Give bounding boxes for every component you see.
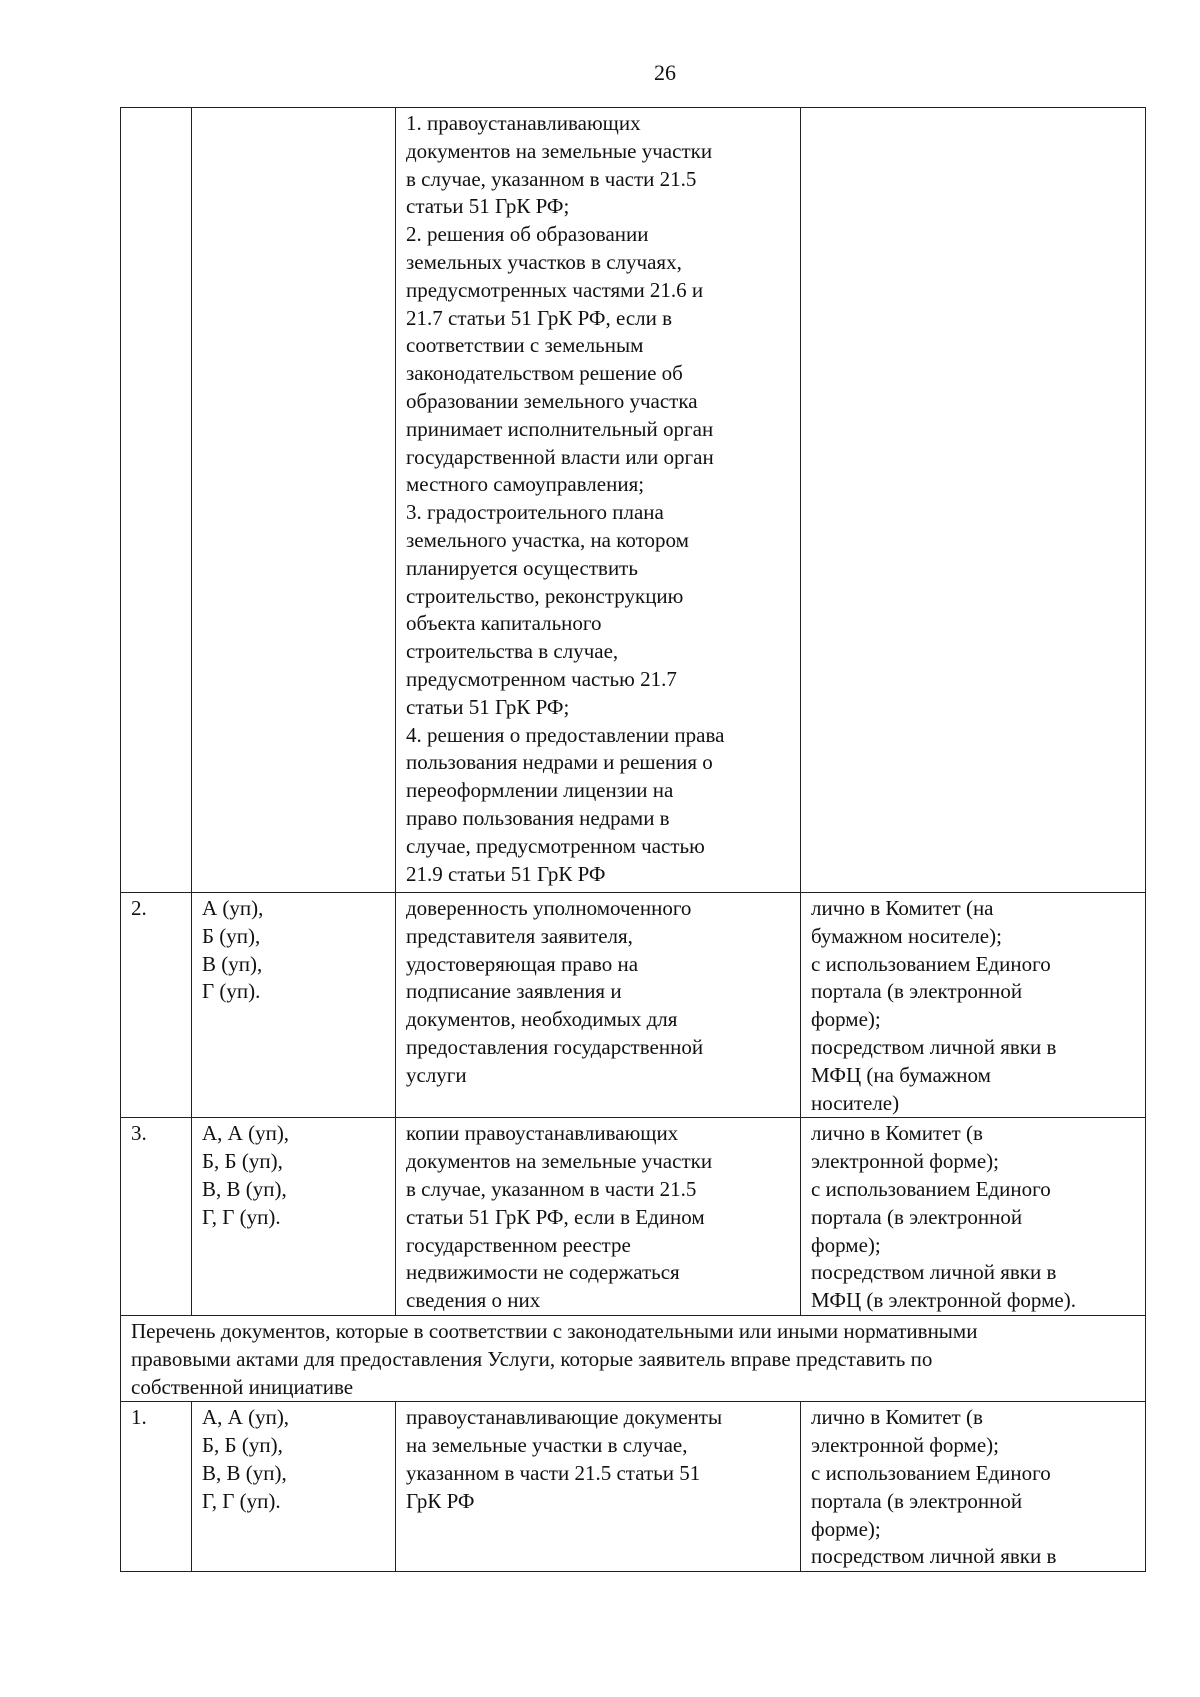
row-number-cell: 3.: [121, 1118, 192, 1316]
text-line: В (уп),: [202, 951, 263, 976]
documents-cell: [396, 893, 801, 1118]
text-line: строительство, реконструкцию: [406, 583, 684, 608]
text-line: государственном реестре: [406, 1232, 631, 1257]
text-line: 2. решения об образовании: [406, 222, 649, 247]
text-line: в случае, указанном в части 21.5: [406, 166, 697, 191]
text-line: 21.9 статьи 51 ГрК РФ: [406, 861, 606, 886]
text-line: А, А (уп),: [202, 1405, 290, 1430]
text-line: сведения о них: [406, 1288, 541, 1313]
text-line: электронной форме);: [811, 1149, 999, 1174]
text-line: портала (в электронной: [811, 1488, 1023, 1513]
text-line: местного самоуправления;: [406, 472, 645, 497]
section-header-row: [121, 1315, 1146, 1401]
text-line: А, А (уп),: [202, 1121, 290, 1146]
text-line: предоставления государственной: [406, 1034, 704, 1059]
table-row: [121, 1402, 1146, 1572]
submission-methods-cell: [801, 1118, 1146, 1316]
text-line: земельного участка, на котором: [406, 527, 689, 552]
section-header-cell: [121, 1315, 1146, 1401]
row-number-cell: [121, 108, 192, 893]
text-line: портала (в электронной: [811, 1204, 1023, 1229]
row-number-cell: 1.: [121, 1402, 192, 1572]
text-line: соответствии с земельным: [406, 333, 644, 358]
text-line: с использованием Единого: [811, 1176, 1051, 1201]
page-number: 26: [654, 60, 676, 85]
text-line: предусмотренном частью 21.7: [406, 666, 677, 691]
submission-methods-cell: [801, 1402, 1146, 1572]
submission-methods-cell: [801, 108, 1146, 893]
text-line: МФЦ (на бумажном: [811, 1062, 991, 1087]
table-row: [121, 1118, 1146, 1316]
text-line: лично в Комитет (в: [811, 1121, 983, 1146]
text-line: форме);: [811, 1007, 881, 1032]
text-line: электронной форме);: [811, 1433, 999, 1458]
documents-cell: [396, 1402, 801, 1572]
text-line: статьи 51 ГрК РФ;: [406, 694, 570, 719]
text-line: 3. градостроительного плана: [406, 500, 664, 525]
text-line: А (уп),: [202, 896, 264, 920]
text-line: В, В (уп),: [202, 1176, 287, 1201]
text-line: строительства в случае,: [406, 639, 619, 664]
text-line: Г, Г (уп).: [202, 1488, 281, 1513]
text-line: документов, необходимых для: [406, 1007, 678, 1032]
table-row: [121, 108, 1146, 893]
applicants-cell: [192, 108, 396, 893]
text-line: на земельные участки в случае,: [406, 1433, 688, 1458]
text-line: принимает исполнительный орган: [406, 416, 714, 441]
text-line: правовыми актами для предоставления Услуги, которые заявитель вправе представить по: [131, 1346, 933, 1371]
text-line: в случае, указанном в части 21.5: [406, 1176, 697, 1201]
documents-table: [120, 107, 1146, 1572]
text-line: подписание заявления и: [406, 979, 622, 1004]
text-line: лично в Комитет (на: [811, 896, 994, 920]
text-line: Б (уп),: [202, 923, 261, 948]
text-line: собственной инициативе: [131, 1374, 354, 1399]
text-line: случае, предусмотренном частью: [406, 833, 705, 858]
text-line: портала (в электронной: [811, 979, 1023, 1004]
text-line: Б, Б (уп),: [202, 1433, 283, 1458]
text-line: указанном в части 21.5 статьи 51: [406, 1460, 701, 1485]
text-line: представителя заявителя,: [406, 923, 633, 948]
text-line: законодательством решение об: [406, 361, 683, 386]
text-line: форме);: [811, 1232, 881, 1257]
text-line: государственной власти или орган: [406, 444, 714, 469]
text-line: 4. решения о предоставлении права: [406, 722, 725, 747]
text-line: посредством личной явки в: [811, 1034, 1057, 1059]
text-line: МФЦ (в электронной форме).: [811, 1288, 1076, 1313]
text-line: земельных участков в случаях,: [406, 249, 682, 274]
text-line: ГрК РФ: [406, 1488, 475, 1513]
text-line: пользования недрами и решения о: [406, 750, 713, 775]
text-line: посредством личной явки в: [811, 1260, 1057, 1285]
text-line: документов на земельные участки: [406, 1149, 713, 1174]
text-line: лично в Комитет (в: [811, 1405, 983, 1430]
text-line: доверенность уполномоченного: [406, 896, 692, 920]
documents-cell: [396, 1118, 801, 1316]
text-line: копии правоустанавливающих: [406, 1121, 679, 1146]
text-line: 21.7 статьи 51 ГрК РФ, если в: [406, 305, 673, 330]
documents-cell: [396, 108, 801, 893]
text-line: Перечень документов, которые в соответствии с законодательными или иными нормативными: [131, 1318, 978, 1343]
text-line: документов на земельные участки: [406, 138, 713, 163]
text-line: услуги: [406, 1062, 467, 1087]
text-line: посредством личной явки в: [811, 1544, 1057, 1569]
applicants-cell: [192, 893, 396, 1118]
submission-methods-cell: [801, 893, 1146, 1118]
text-line: объекта капитального: [406, 611, 602, 636]
text-line: статьи 51 ГрК РФ, если в Едином: [406, 1204, 705, 1229]
text-line: бумажном носителе);: [811, 923, 1002, 948]
text-line: право пользования недрами в: [406, 805, 670, 830]
text-line: В, В (уп),: [202, 1460, 287, 1485]
table-body: [121, 108, 1146, 1572]
table-row: [121, 893, 1146, 1118]
text-line: удостоверяющая право на: [406, 951, 639, 976]
text-line: форме);: [811, 1516, 881, 1541]
text-line: переоформлении лицензии на: [406, 778, 674, 803]
text-line: носителе): [811, 1090, 900, 1115]
text-line: Г (уп).: [202, 979, 261, 1004]
row-number-cell: 2.: [121, 893, 192, 1118]
applicants-cell: [192, 1118, 396, 1316]
text-line: недвижимости не содержаться: [406, 1260, 680, 1285]
text-line: с использованием Единого: [811, 1460, 1051, 1485]
text-line: образовании земельного участка: [406, 388, 698, 413]
text-line: предусмотренных частями 21.6 и: [406, 277, 704, 302]
text-line: Б, Б (уп),: [202, 1149, 283, 1174]
text-line: планируется осуществить: [406, 555, 638, 580]
text-line: правоустанавливающие документы: [406, 1405, 723, 1430]
text-line: 1. правоустанавливающих: [406, 111, 641, 135]
text-line: статьи 51 ГрК РФ;: [406, 194, 570, 219]
text-line: Г, Г (уп).: [202, 1204, 281, 1229]
text-line: с использованием Единого: [811, 951, 1051, 976]
applicants-cell: [192, 1402, 396, 1572]
